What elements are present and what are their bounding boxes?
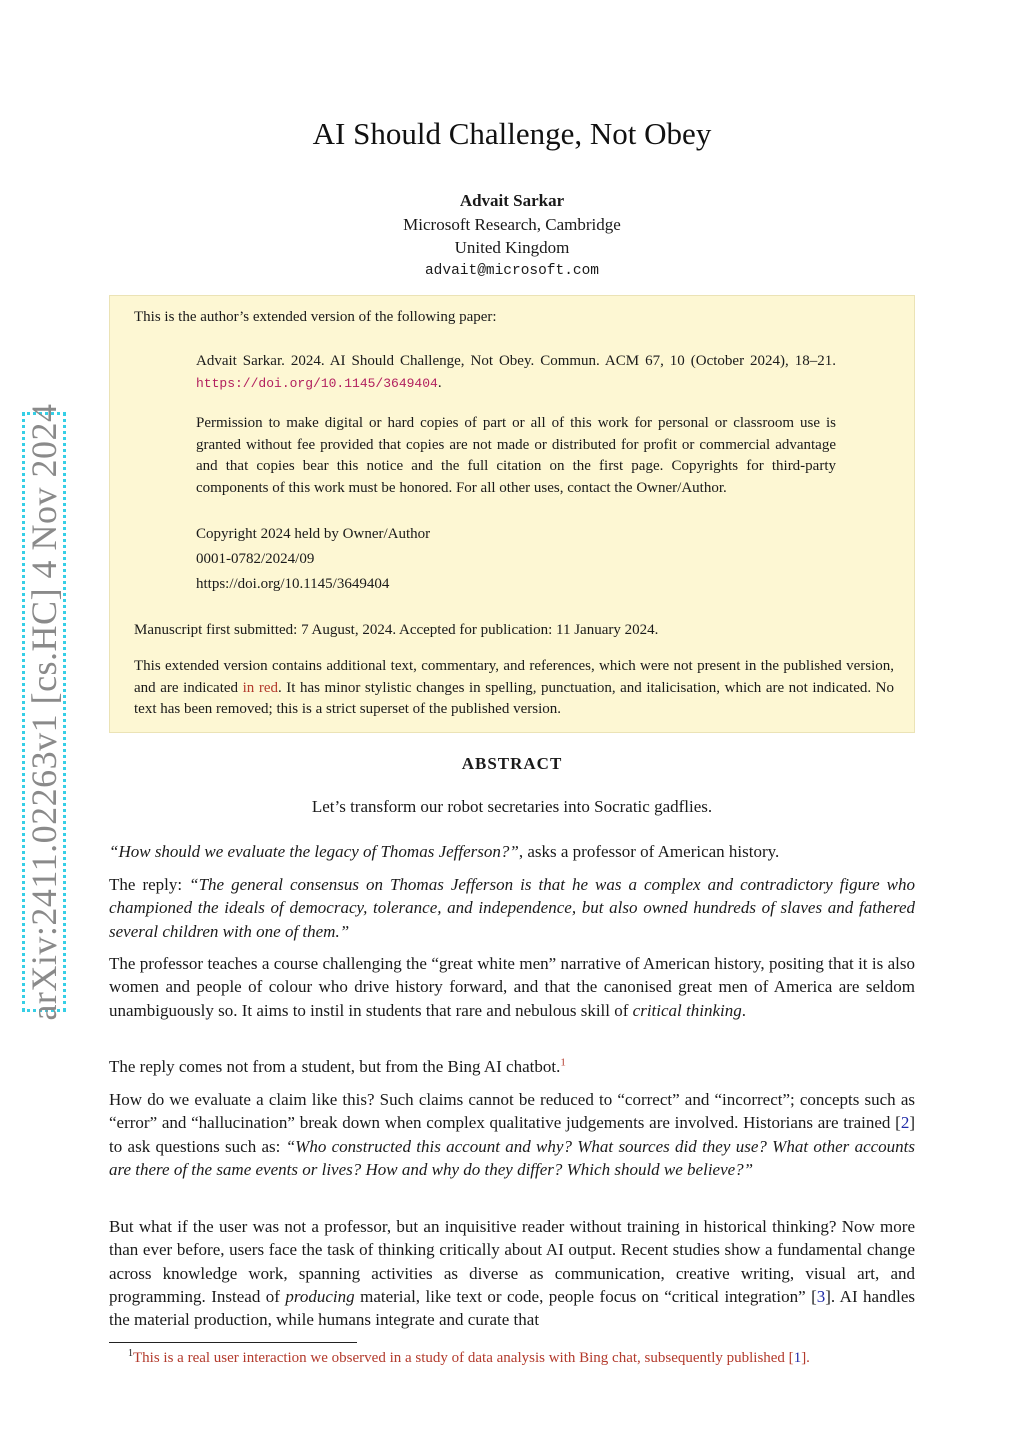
- notice-doi: https://doi.org/10.1145/3649404: [196, 576, 390, 592]
- body-paragraph-4: [109, 1055, 915, 1078]
- p6-text-b: material, like text or code, people focus on “critical integration” [: [354, 1286, 817, 1306]
- footnote-text: This is a real user interaction we observed in a study of data analysis with Bing chat, subsequently published [: [133, 1350, 794, 1366]
- p5-text-b: ] to ask questions such as:: [109, 1113, 915, 1156]
- author-affiliation: Microsoft Research, Cambridge: [403, 214, 621, 234]
- extended-text-b: . It has minor stylistic changes in spelling, punctuation, and italicisation, which are not indicated. No text has been removed; this is a strict superset of the published version.: [134, 679, 894, 717]
- p1-quote: “How should we evaluate the legacy of Thomas Jefferson?”: [109, 842, 519, 861]
- p6-italic: producing: [285, 1286, 355, 1306]
- extended-red-marker: in red: [242, 679, 278, 696]
- citation-ref-3[interactable]: 3: [816, 1286, 826, 1306]
- abstract-heading: ABSTRACT: [461, 754, 563, 773]
- body-paragraph-5: [109, 1088, 915, 1181]
- extended-text-a: This extended version contains additional text, commentary, and references, which were not present in the published version, and are indicated: [134, 658, 894, 696]
- paper-title: AI Should Challenge, Not Obey: [312, 116, 712, 151]
- abstract-text: Let’s transform our robot secretaries into Socratic gadflies.: [311, 797, 713, 816]
- notice-citation: Advait Sarkar. 2024. AI Should Challenge, Not Obey. Commun. ACM 67, 10 (October 2024), 18–21. https://doi.org/10.1145/3649404.: [196, 353, 836, 391]
- p3-italic: critical thinking: [632, 1000, 742, 1020]
- notice-intro: This is the author’s extended version of the following paper:: [134, 309, 497, 325]
- p2-lead: The reply:: [109, 875, 190, 894]
- arxiv-identifier-text: arXiv:2411.02263v1 [cs.HC] 4 Nov 2024: [24, 403, 64, 1021]
- extended-version-notice: [109, 295, 915, 733]
- p5-quote: “Who constructed this account and why? What sources did they use? What other accounts are there of the same events or lives? How and why do they differ? Which should we believe?”: [109, 1136, 915, 1179]
- footnote-divider: [109, 1342, 357, 1343]
- body-paragraph-3: [109, 952, 915, 1022]
- p5-text-a: How do we evaluate a claim like this? Such claims cannot be reduced to “correct” and “incorrect”; concepts such as “error” and “hallucination” break down when complex qualitative judgements are involved. Historians are trained [: [109, 1090, 915, 1133]
- p6-text-a: But what if the user was not a professor, but an inquisitive reader without training in historical thinking? Now more than ever before, users face the task of thinking critically about AI output. Recent studies show a fundamental change across knowledge work, spanning activities as diverse as communication, creative writing, visual art, and programming. Instead of: [109, 1217, 915, 1306]
- notice-permission: Permission to make digital or hard copies of part or all of this work for personal or classroom use is granted without fee provided that copies are not made or distributed for profit or commercial advantage and that copies bear this notice and the full citation on the first page. Copyrights for third-party components of this work must be honored. For all other uses, contact the Owner/Author.: [196, 415, 836, 496]
- citation-doi-link[interactable]: https://doi.org/10.1145/3649404: [196, 375, 438, 391]
- p4-text: The reply comes not from a student, but from the Bing AI chatbot.: [109, 1057, 561, 1076]
- notice-copyright: Copyright 2024 held by Owner/Author: [196, 526, 431, 542]
- body-paragraph-1: [109, 840, 915, 863]
- author-email: advait@microsoft.com: [424, 262, 600, 279]
- p6-text-c: ]. AI handles the material production, while humans integrate and curate that: [109, 1286, 915, 1330]
- citation-ref-2[interactable]: 2: [900, 1113, 910, 1133]
- notice-extended-info: [134, 656, 894, 721]
- p3-end: .: [741, 1000, 746, 1020]
- footnote: [128, 1348, 810, 1367]
- p2-quote: “The general consensus on Thomas Jefferson is that he was a complex and contradictory figure who championed the ideals of democracy, tolerance, and independence, but also owned hundreds of slaves and fathered several children with one of them.”: [109, 875, 915, 941]
- footnote-end: ].: [801, 1350, 810, 1366]
- notice-manuscript-dates: Manuscript first submitted: 7 August, 2024. Accepted for publication: 11 January 2024.: [134, 622, 659, 638]
- footnote-marker[interactable]: 1: [560, 1056, 566, 1069]
- author-country: United Kingdom: [454, 238, 570, 257]
- arxiv-identifier-stamp: [22, 403, 66, 1021]
- footnote-number: 1: [128, 1348, 133, 1359]
- p3-text: The professor teaches a course challenging the “great white men” narrative of American history, positing that it is also women and people of colour who drive history forward, and that the canonised great men of America are seldom unambiguously so. It aims to instil in students that rare and nebulous skill of: [109, 954, 915, 1020]
- citation-text: Advait Sarkar. 2024. AI Should Challenge, Not Obey. Commun. ACM 67, 10 (October 2024), 18–21.: [196, 353, 836, 369]
- notice-issn: 0001-0782/2024/09: [196, 551, 315, 567]
- body-paragraph-6: [109, 1215, 915, 1331]
- citation-ref-1[interactable]: 1: [793, 1350, 802, 1366]
- p1-rest: , asks a professor of American history.: [518, 842, 780, 861]
- author-name: Advait Sarkar: [459, 191, 565, 210]
- body-paragraph-2: [109, 873, 915, 943]
- author-block: [0, 189, 1024, 283]
